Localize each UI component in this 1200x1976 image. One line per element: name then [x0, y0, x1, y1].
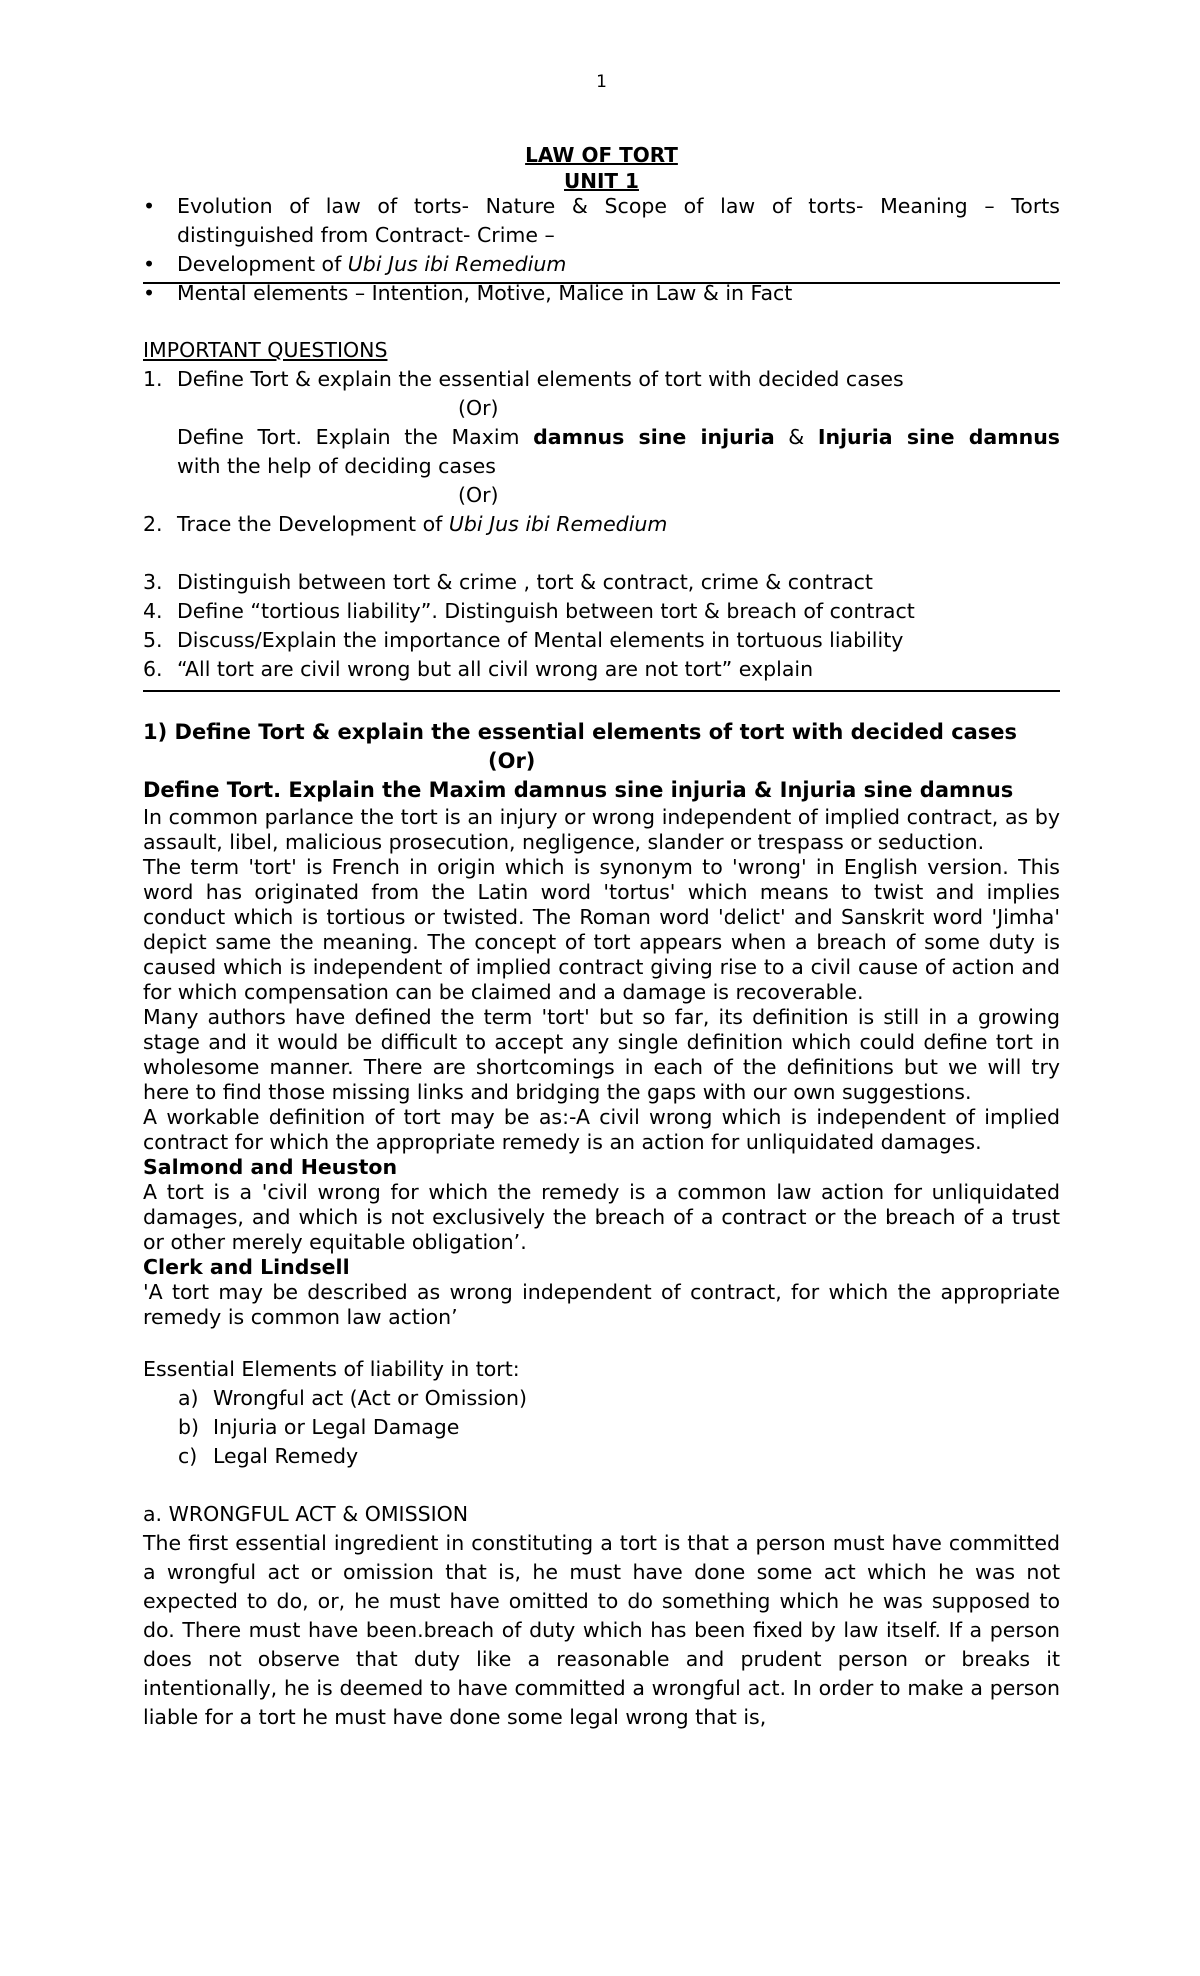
- definition-text: A tort is a 'civil wrong for which the remedy is a common law action for unliquidated damages, and which is not exclusively the breach of a contract or the breach of a trust or other merely equitable obligation’.: [143, 1180, 1060, 1254]
- spacer: [143, 1471, 1060, 1500]
- syllabus-item-text: Mental elements – Intention, Motive, Malice in Law & in Fact: [177, 281, 793, 305]
- elements-intro: Essential Elements of liability in tort:: [143, 1357, 520, 1381]
- latin-maxim: Ubi Jus ibi Remedium: [448, 512, 668, 536]
- paragraph: A workable definition of tort may be as:-A civil wrong which is independent of implied contract for which the appropriate remedy is an action for unliquidated damages.: [143, 1105, 1060, 1154]
- answer-subheading: Define Tort. Explain the Maxim damnus sine injuria & Injuria sine damnus: [143, 778, 1014, 802]
- unit-title: UNIT 1: [564, 169, 639, 193]
- page-number: 1: [596, 72, 607, 92]
- list-marker: b): [178, 1415, 200, 1439]
- questions-heading: IMPORTANT QUESTIONS: [143, 338, 388, 362]
- question-text: Define Tort & explain the essential elements of tort with decided cases: [177, 367, 904, 391]
- question-alt-line: with the help of deciding cases: [177, 454, 496, 478]
- maxim-term: damnus sine injuria: [533, 425, 775, 449]
- question-text: Discuss/Explain the importance of Mental elements in tortuous liability: [177, 628, 904, 652]
- question-alt-line: [177, 423, 1060, 452]
- paragraph: In common parlance the tort is an injury or wrong independent of implied contract, as by assault, libel, malicious prosecution, negligence, slander or trespass or seduction.: [143, 805, 1060, 854]
- definition-text: 'A tort may be described as wrong independent of contract, for which the appropriate remedy is common law action’: [143, 1280, 1060, 1329]
- or-separator: (Or): [488, 749, 536, 773]
- question-item: [143, 626, 1060, 655]
- list-item-text: Legal Remedy: [213, 1444, 359, 1468]
- maxim-term: Injuria sine damnus: [817, 425, 1060, 449]
- syllabus-item: [143, 250, 1060, 279]
- question-number: 4.: [143, 599, 163, 623]
- question-text: Distinguish between tort & crime , tort & contract, crime & contract: [177, 570, 873, 594]
- question-item: [143, 597, 1060, 626]
- section-heading: a. WRONGFUL ACT & OMISSION: [143, 1502, 469, 1526]
- list-item-text: Wrongful act (Act or Omission): [213, 1386, 528, 1410]
- or-separator: (Or): [458, 396, 499, 420]
- paragraph: The term 'tort' is French in origin which is synonym to 'wrong' in English version. This word has originated from the Latin word 'tortus' which means to twist and implies conduct which is tortious or twisted. The Roman word 'delict' and Sanskrit word 'Jimha' depict same the meaning. The concept of tort appears when a breach of some duty is caused which is independent of implied contract giving rise to a civil cause of action and for which compensation can be claimed and a damage is recoverable.: [143, 855, 1060, 1004]
- list-marker: c): [178, 1444, 198, 1468]
- question-item: [143, 568, 1060, 597]
- question-alt-text: Define Tort. Explain the Maxim: [177, 425, 534, 449]
- answer-section: [143, 718, 1060, 1732]
- syllabus-item-line: distinguished from Contract- Crime –: [177, 223, 555, 247]
- paragraph: Many authors have defined the term 'tort' but so far, its definition is still in a growing stage and it would be difficult to accept any single definition which could define tort in wholesome manner. There are shortcomings in each of the definitions but we will try here to find those missing links and bridging the gaps with our own suggestions.: [143, 1005, 1060, 1104]
- question-item: [143, 365, 1060, 394]
- list-item: [143, 1384, 1060, 1413]
- question-number: 2.: [143, 512, 163, 536]
- question-item: [143, 655, 1060, 684]
- question-text: Trace the Development of: [177, 512, 449, 536]
- question-number: 5.: [143, 628, 163, 652]
- list-item: [143, 1413, 1060, 1442]
- syllabus-item-text: Development of: [177, 252, 348, 276]
- question-text: Define “tortious liability”. Distinguish between tort & breach of contract: [177, 599, 915, 623]
- list-item-text: Injuria or Legal Damage: [213, 1415, 460, 1439]
- elements-list: [143, 1384, 1060, 1471]
- definition-author: Clerk and Lindsell: [143, 1255, 350, 1279]
- divider: [143, 690, 1060, 692]
- list-marker: a): [178, 1386, 199, 1410]
- title-block: [143, 142, 1060, 194]
- latin-maxim: Ubi Jus ibi Remedium: [347, 252, 567, 276]
- definition-author: Salmond and Heuston: [143, 1155, 398, 1179]
- spacer: [143, 1330, 1060, 1355]
- question-number: 6.: [143, 657, 163, 681]
- question-alt: [143, 423, 1060, 481]
- question-number: 1.: [143, 367, 163, 391]
- question-item: [143, 510, 1060, 539]
- list-item: [143, 1442, 1060, 1471]
- syllabus-list: [143, 192, 1060, 308]
- important-questions: [143, 336, 1060, 684]
- answer-heading: 1) Define Tort & explain the essential elements of tort with decided cases: [143, 720, 1018, 744]
- spacer: [143, 539, 1060, 568]
- question-text: “All tort are civil wrong but all civil wrong are not tort” explain: [177, 657, 814, 681]
- document-title: LAW OF TORT: [525, 143, 678, 167]
- or-separator: (Or): [458, 483, 499, 507]
- divider: [143, 282, 1060, 284]
- question-number: 3.: [143, 570, 163, 594]
- question-alt-text: &: [774, 425, 818, 449]
- syllabus-item: [143, 192, 1060, 250]
- paragraph: The first essential ingredient in constituting a tort is that a person must have committed a wrongful act or omission that is, he must have done some act which he was not expected to do, or, he must have omitted to do something which he was supposed to do. There must have been.breach of duty which has been fixed by law itself. If a person does not observe that duty like a reasonable and prudent person or breaks it intentionally, he is deemed to have committed a wrongful act. In order to make a person liable for a tort he must have done some legal wrong that is,: [143, 1531, 1060, 1729]
- syllabus-item-line: • Evolution of law of torts- Nature & Scope of law of torts- Meaning – Torts: [177, 194, 1060, 218]
